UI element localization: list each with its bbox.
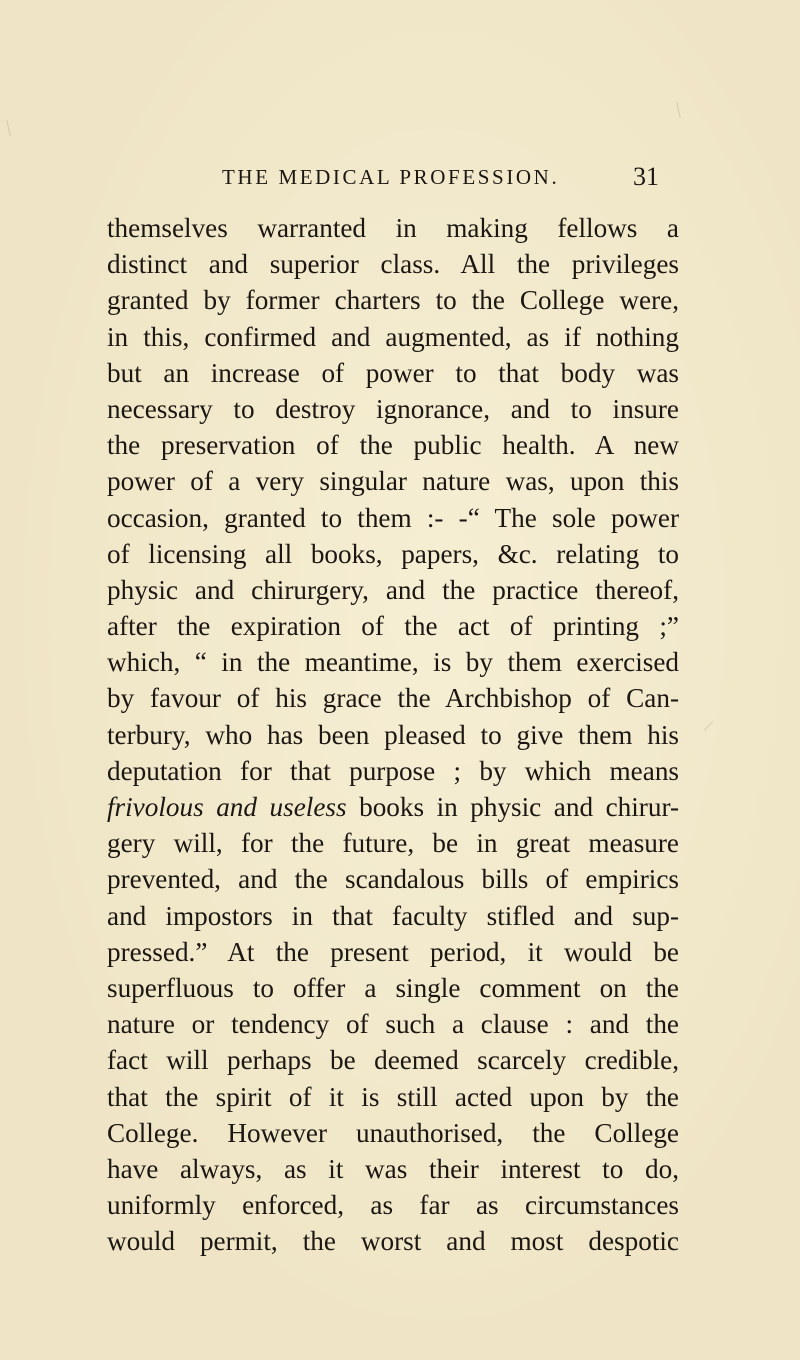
text-line-with-italic <box>107 789 679 825</box>
page-number: 31 <box>633 162 659 191</box>
text-line: superfluous to offer a single comment on the <box>107 972 679 1003</box>
text-line: distinct and superior class. All the privileges <box>107 249 679 280</box>
text-line: physic and chirurgery, and the practice thereof, <box>107 574 679 605</box>
text-line: but an increase of power to that body was <box>107 357 679 388</box>
text-line: prevented, and the scandalous bills of empirics <box>107 864 679 895</box>
paper-speck <box>676 102 680 118</box>
running-head <box>0 160 800 194</box>
text-line: occasion, granted to them :- -“ The sole power <box>107 502 679 533</box>
text-line: College. However unauthorised, the College <box>107 1117 679 1148</box>
text-line: uniformly enforced, as far as circumstances <box>107 1190 679 1221</box>
text-line: have always, as it was their interest to do, <box>107 1153 679 1184</box>
italic-phrase: frivolous and useless <box>107 792 347 822</box>
text-line: would permit, the worst and most despotic <box>107 1226 679 1257</box>
line-remainder: books in physic and chirur- <box>359 792 679 822</box>
text-line: nature or tendency of such a clause : and the <box>107 1009 679 1040</box>
text-line: by favour of his grace the Archbishop of Can- <box>107 683 679 714</box>
text-line: and impostors in that faculty stifled and sup- <box>107 900 679 931</box>
text-line: in this, confirmed and augmented, as if nothing <box>107 321 679 352</box>
body-text <box>107 210 679 1259</box>
paper-speck <box>704 721 713 730</box>
text-line: deputation for that purpose ; by which means <box>107 755 679 786</box>
text-line: necessary to destroy ignorance, and to insure <box>107 393 679 424</box>
paper-speck <box>6 120 10 136</box>
text-line: of licensing all books, papers, &c. relating to <box>107 538 679 569</box>
text-line: granted by former charters to the College were, <box>107 285 679 316</box>
text-line: themselves warranted in making fellows a <box>107 213 679 243</box>
text-line: pressed.” At the present period, it would be <box>107 936 679 967</box>
text-line: terbury, who has been pleased to give them his <box>107 719 679 750</box>
text-line: which, “ in the meantime, is by them exercised <box>107 647 679 678</box>
text-line: the preservation of the public health. A new <box>107 430 679 461</box>
running-title: THE MEDICAL PROFESSION. <box>222 165 560 189</box>
text-line: gery will, for the future, be in great measure <box>107 828 679 859</box>
text-line: after the expiration of the act of printing ;” <box>107 611 679 642</box>
text-line: power of a very singular nature was, upon this <box>107 466 679 497</box>
text-line: that the spirit of it is still acted upon by the <box>107 1081 679 1112</box>
text-line: fact will perhaps be deemed scarcely credible, <box>107 1045 679 1076</box>
